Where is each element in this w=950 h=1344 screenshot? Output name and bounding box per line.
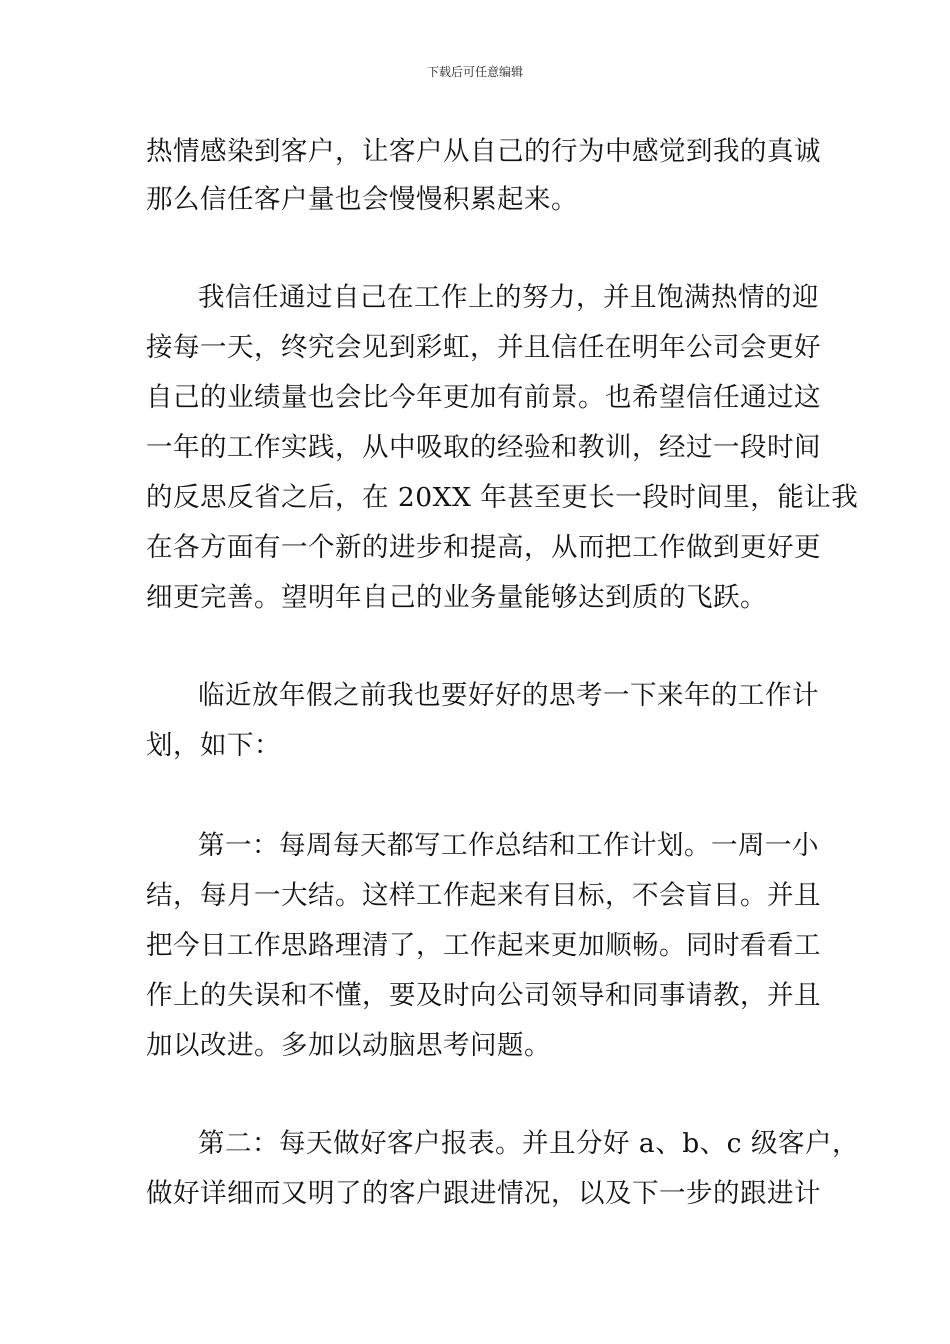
- text-line: 加以改进。多加以动脑思考问题。: [146, 1030, 551, 1061]
- text-line: 一年的工作实践，从中吸取的经验和教训，经过一段时间: [146, 432, 821, 463]
- text-line: 热情感染到客户，让客户从自己的行为中感觉到我的真诚: [146, 136, 821, 167]
- text-line: 那么信任客户量也会慢慢积累起来。: [146, 184, 578, 215]
- page-header-note: 下载后可任意编辑: [426, 65, 523, 79]
- text-line: 划，如下：: [146, 730, 281, 761]
- text-line: 作上的失误和不懂，要及时向公司领导和同事请教，并且: [146, 980, 821, 1011]
- text-line: 我信任通过自己在工作上的努力，并且饱满热情的迎: [198, 282, 819, 313]
- text-line: 的反思反省之后，在 20XX 年甚至更长一段时间里，能让我: [146, 482, 859, 513]
- text-line: 把今日工作思路理清了，工作起来更加顺畅。同时看看工: [146, 930, 821, 961]
- text-line: 结，每月一大结。这样工作起来有目标，不会盲目。并且: [146, 880, 821, 911]
- text-line: 第二：每天做好客户报表。并且分好 a、b、c 级客户，: [198, 1128, 859, 1159]
- text-line: 在各方面有一个新的进步和提高，从而把工作做到更好更: [146, 532, 821, 563]
- text-line: 细更完善。望明年自己的业务量能够达到质的飞跃。: [146, 582, 767, 613]
- text-line: 临近放年假之前我也要好好的思考一下来年的工作计: [198, 680, 819, 711]
- text-line: 自己的业绩量也会比今年更加有前景。也希望信任通过这: [146, 382, 821, 413]
- text-line: 第一：每周每天都写工作总结和工作计划。一周一小: [198, 830, 819, 861]
- text-line: 接每一天，终究会见到彩虹，并且信任在明年公司会更好: [146, 332, 821, 363]
- text-line: 做好详细而又明了的客户跟进情况，以及下一步的跟进计: [146, 1178, 821, 1209]
